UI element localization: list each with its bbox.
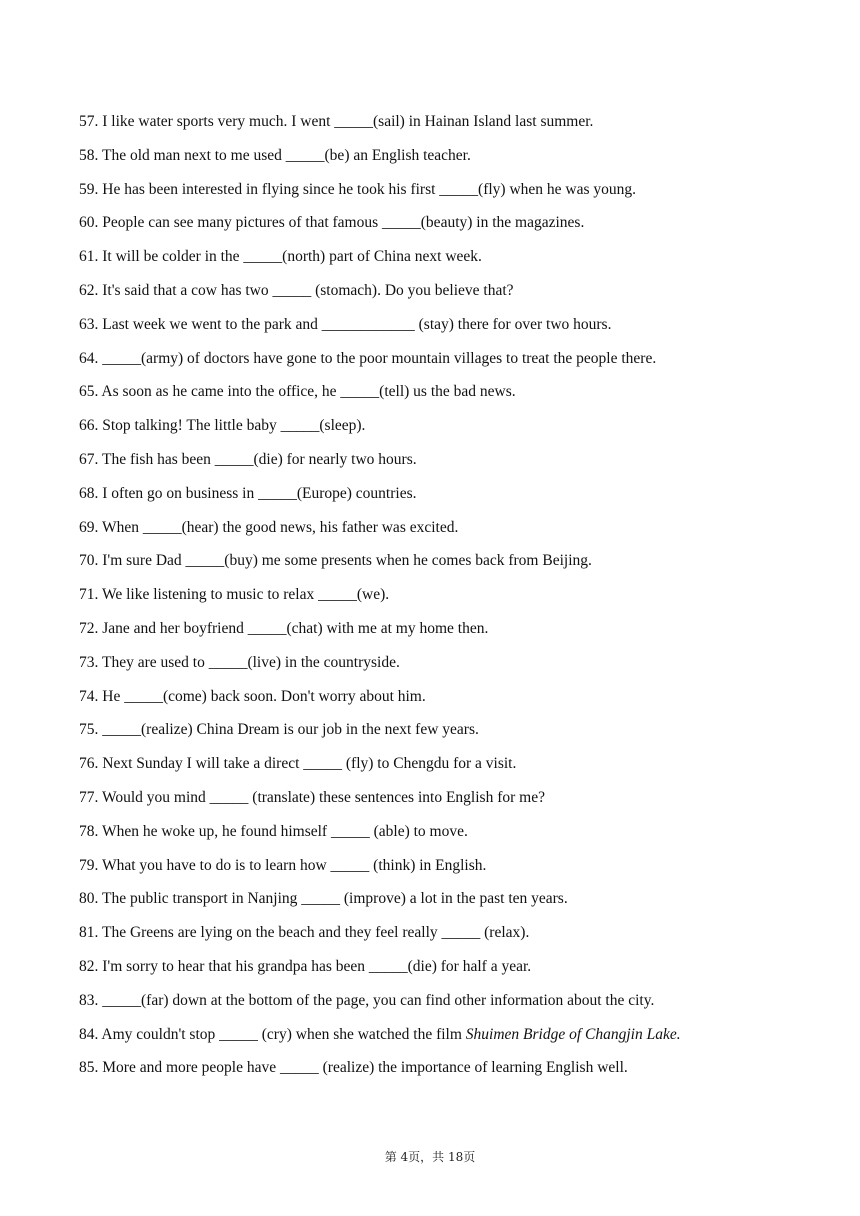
question-85: 85. More and more people have _____ (realize) the importance of learning English well. xyxy=(79,1059,628,1077)
question-61: 61. It will be colder in the _____(north) part of China next week. xyxy=(79,248,482,266)
question-74: 74. He _____(come) back soon. Don't worry about him. xyxy=(79,687,426,705)
question-57: 57. I like water sports very much. I went _____(sail) in Hainan Island last summer. xyxy=(79,113,594,130)
page-number-footer: 第 4页，共 18页 xyxy=(384,1150,476,1164)
question-84 xyxy=(79,1023,779,1057)
question-67: 67. The fish has been _____(die) for nearly two hours. xyxy=(79,450,417,468)
film-title: Shuimen Bridge of Changjin Lake. xyxy=(465,1025,681,1043)
question-64: 64. _____(army) of doctors have gone to the poor mountain villages to treat the people there. xyxy=(79,349,657,367)
question-58: 58. The old man next to me used _____(be) an English teacher. xyxy=(79,146,471,164)
question-62: 62. It's said that a cow has two _____ (stomach). Do you believe that? xyxy=(79,281,514,299)
question-80: 80. The public transport in Nanjing _____ (improve) a lot in the past ten years. xyxy=(79,890,568,908)
question-70: 70. I'm sure Dad _____(buy) me some presents when he comes back from Beijing. xyxy=(79,552,592,570)
question-81: 81. The Greens are lying on the beach and they feel really _____ (relax). xyxy=(79,924,530,942)
question-68: 68. I often go on business in _____(Europe) countries. xyxy=(79,484,417,502)
question-75: 75. _____(realize) China Dream is our job in the next few years. xyxy=(79,721,479,739)
question-65: 65. As soon as he came into the office, he _____(tell) us the bad news. xyxy=(79,383,516,401)
question-63: 63. Last week we went to the park and ____________ (stay) there for over two hours. xyxy=(79,315,612,333)
question-71: 71. We like listening to music to relax _____(we). xyxy=(79,586,390,604)
question-76: 76. Next Sunday I will take a direct _____ (fly) to Chengdu for a visit. xyxy=(79,755,517,773)
question-79: 79. What you have to do is to learn how _____ (think) in English. xyxy=(79,856,487,874)
question-73: 73. They are used to _____(live) in the countryside. xyxy=(79,653,400,671)
question-78: 78. When he woke up, he found himself _____ (able) to move. xyxy=(79,822,468,840)
question-list xyxy=(79,110,779,1090)
question-66: 66. Stop talking! The little baby _____(sleep). xyxy=(79,417,366,435)
question-72: 72. Jane and her boyfriend _____(chat) with me at my home then. xyxy=(79,619,489,637)
question-69: 69. When _____(hear) the good news, his father was excited. xyxy=(79,518,459,536)
question-82: 82. I'm sorry to hear that his grandpa has been _____(die) for half a year. xyxy=(79,957,532,975)
question-59: 59. He has been interested in flying since he took his first _____(fly) when he was young. xyxy=(79,180,637,198)
question-77: 77. Would you mind _____ (translate) these sentences into English for me? xyxy=(79,788,545,806)
question-84-text: 84. Amy couldn't stop _____ (cry) when she watched the film xyxy=(79,1025,466,1043)
question-83: 83. _____(far) down at the bottom of the page, you can find other information about the city. xyxy=(79,991,655,1009)
question-60: 60. People can see many pictures of that famous _____(beauty) in the magazines. xyxy=(79,214,585,232)
